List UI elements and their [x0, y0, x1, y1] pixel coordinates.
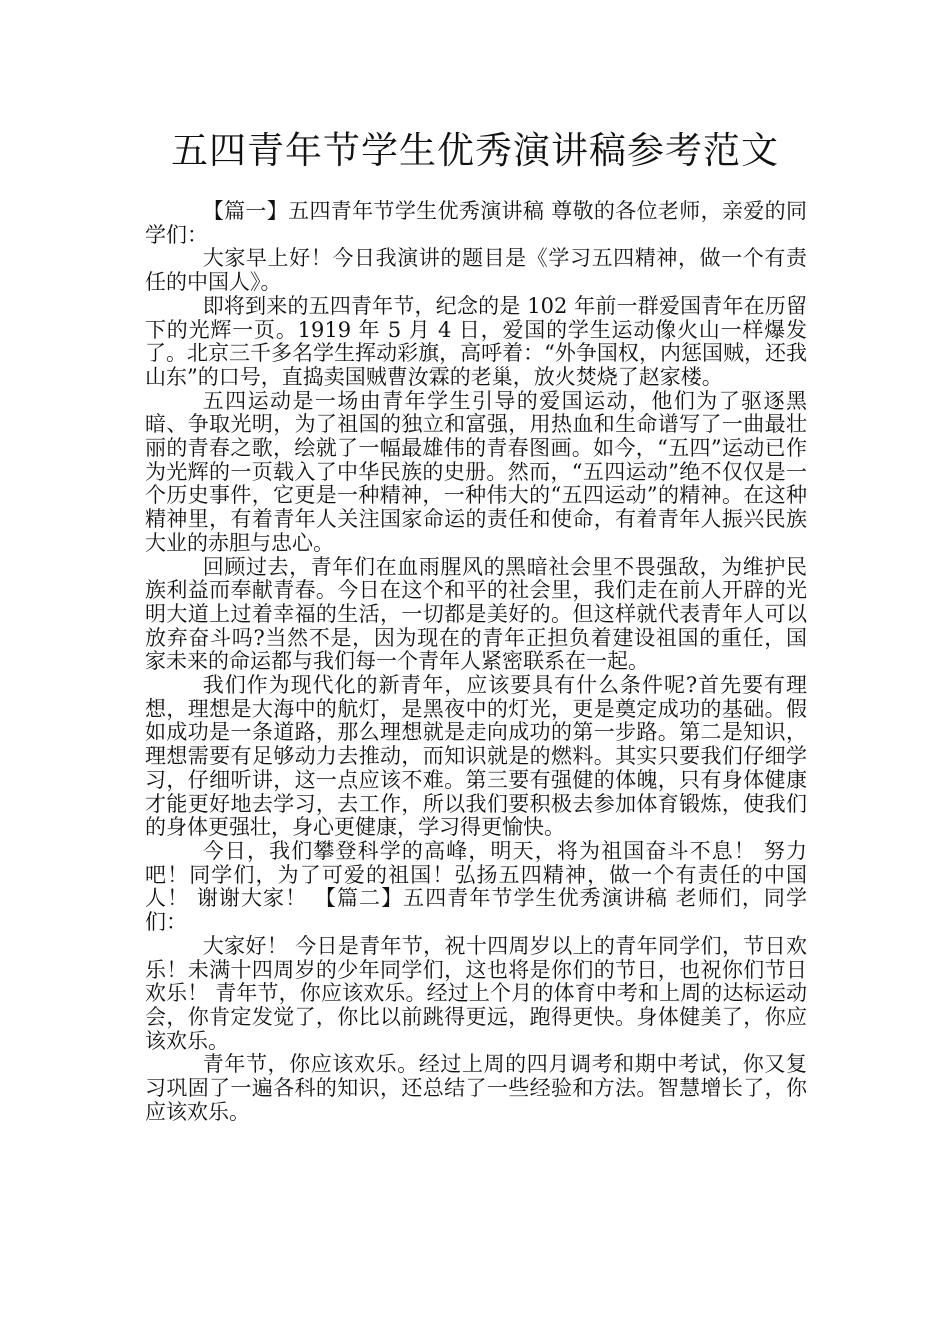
- document-body: [145, 200, 807, 1124]
- paragraph: 我们作为现代化的新青年，应该要具有什么条件呢?首先要有理想，理想是大海中的航灯，是黑夜中的灯光，更是奠定成功的基础。假如成功是一条道路，那么理想就是走向成功的第一步路。第二是知识，理想需要有足够动力去推动，而知识就是的燃料。其实只要我们仔细学习，仔细听讲，这一点应该不难。第三要有强健的体魄，只有身体健康才能更好地去学习，去工作，所以我们要积极去参加体育锻炼，使我们的身体更强壮，身心更健康，学习得更愉快。: [145, 673, 807, 840]
- paragraph: 青年节，你应该欢乐。经过上周的四月调考和期中考试，你又复习巩固了一遍各科的知识，还总结了一些经验和方法。智慧增长了，你应该欢乐。: [145, 1052, 807, 1124]
- paragraph: 【篇一】五四青年节学生优秀演讲稿 尊敬的各位老师，亲爱的同学们：: [145, 199, 807, 247]
- paragraph: 即将到来的五四青年节，纪念的是 102 年前一群爱国青年在历留下的光辉一页。1919 年 5 月 4 日，爱国的学生运动像火山一样爆发了。北京三千多名学生挥动彩旗，高呼着：“外争国权，内惩国贼，还我山东”的口号，直捣卖国贼曹汝霖的老巢，放火焚烧了赵家楼。: [145, 293, 807, 389]
- paragraph: 大家好！ 今日是青年节，祝十四周岁以上的青年同学们，节日欢乐！未满十四周岁的少年同学们，这也将是你们的节日，也祝你们节日欢乐！ 青年节，你应该欢乐。经过上个月的体育中考和上周的达标运动会，你肯定发觉了，你比以前跳得更远，跑得更快。身体健美了，你应该欢乐。: [145, 933, 807, 1053]
- document-title: 五四青年节学生优秀演讲稿参考范文: [171, 129, 779, 172]
- paragraph: 回顾过去，青年们在血雨腥风的黑暗社会里不畏强敌，为维护民族利益而奉献青春。今日在这个和平的社会里，我们走在前人开辟的光明大道上过着幸福的生活，一切都是美好的。但这样就代表青年人可以放弃奋斗吗?当然不是，因为现在的青年正担负着建设祖国的重任，国家未来的命运都与我们每一个青年人紧密联系在一起。: [145, 554, 807, 674]
- paragraph: 五四运动是一场由青年学生引导的爱国运动，他们为了驱逐黑暗、争取光明，为了祖国的独立和富强，用热血和生命谱写了一曲最壮丽的青春之歌，绘就了一幅最雄伟的青春图画。如今，“五四”运动已作为光辉的一页载入了中华民族的史册。然而，“五四运动”绝不仅仅是一个历史事件，它更是一种精神，一种伟大的“五四运动”的精神。在这种精神里，有着青年人关注国家命运的责任和使命，有着青年人振兴民族大业的赤胆与忠心。: [145, 388, 807, 555]
- paragraph: 大家早上好！今日我演讲的题目是《学习五四精神，做一个有责任的中国人》。: [145, 246, 807, 295]
- paragraph: 今日，我们攀登科学的高峰，明天，将为祖国奋斗不息！ 努力吧！同学们，为了可爱的祖国！弘扬五四精神，做一个有责任的中国人！ 谢谢大家！ 【篇二】五四青年节学生优秀演讲稿 老师们，同学们：: [145, 838, 807, 935]
